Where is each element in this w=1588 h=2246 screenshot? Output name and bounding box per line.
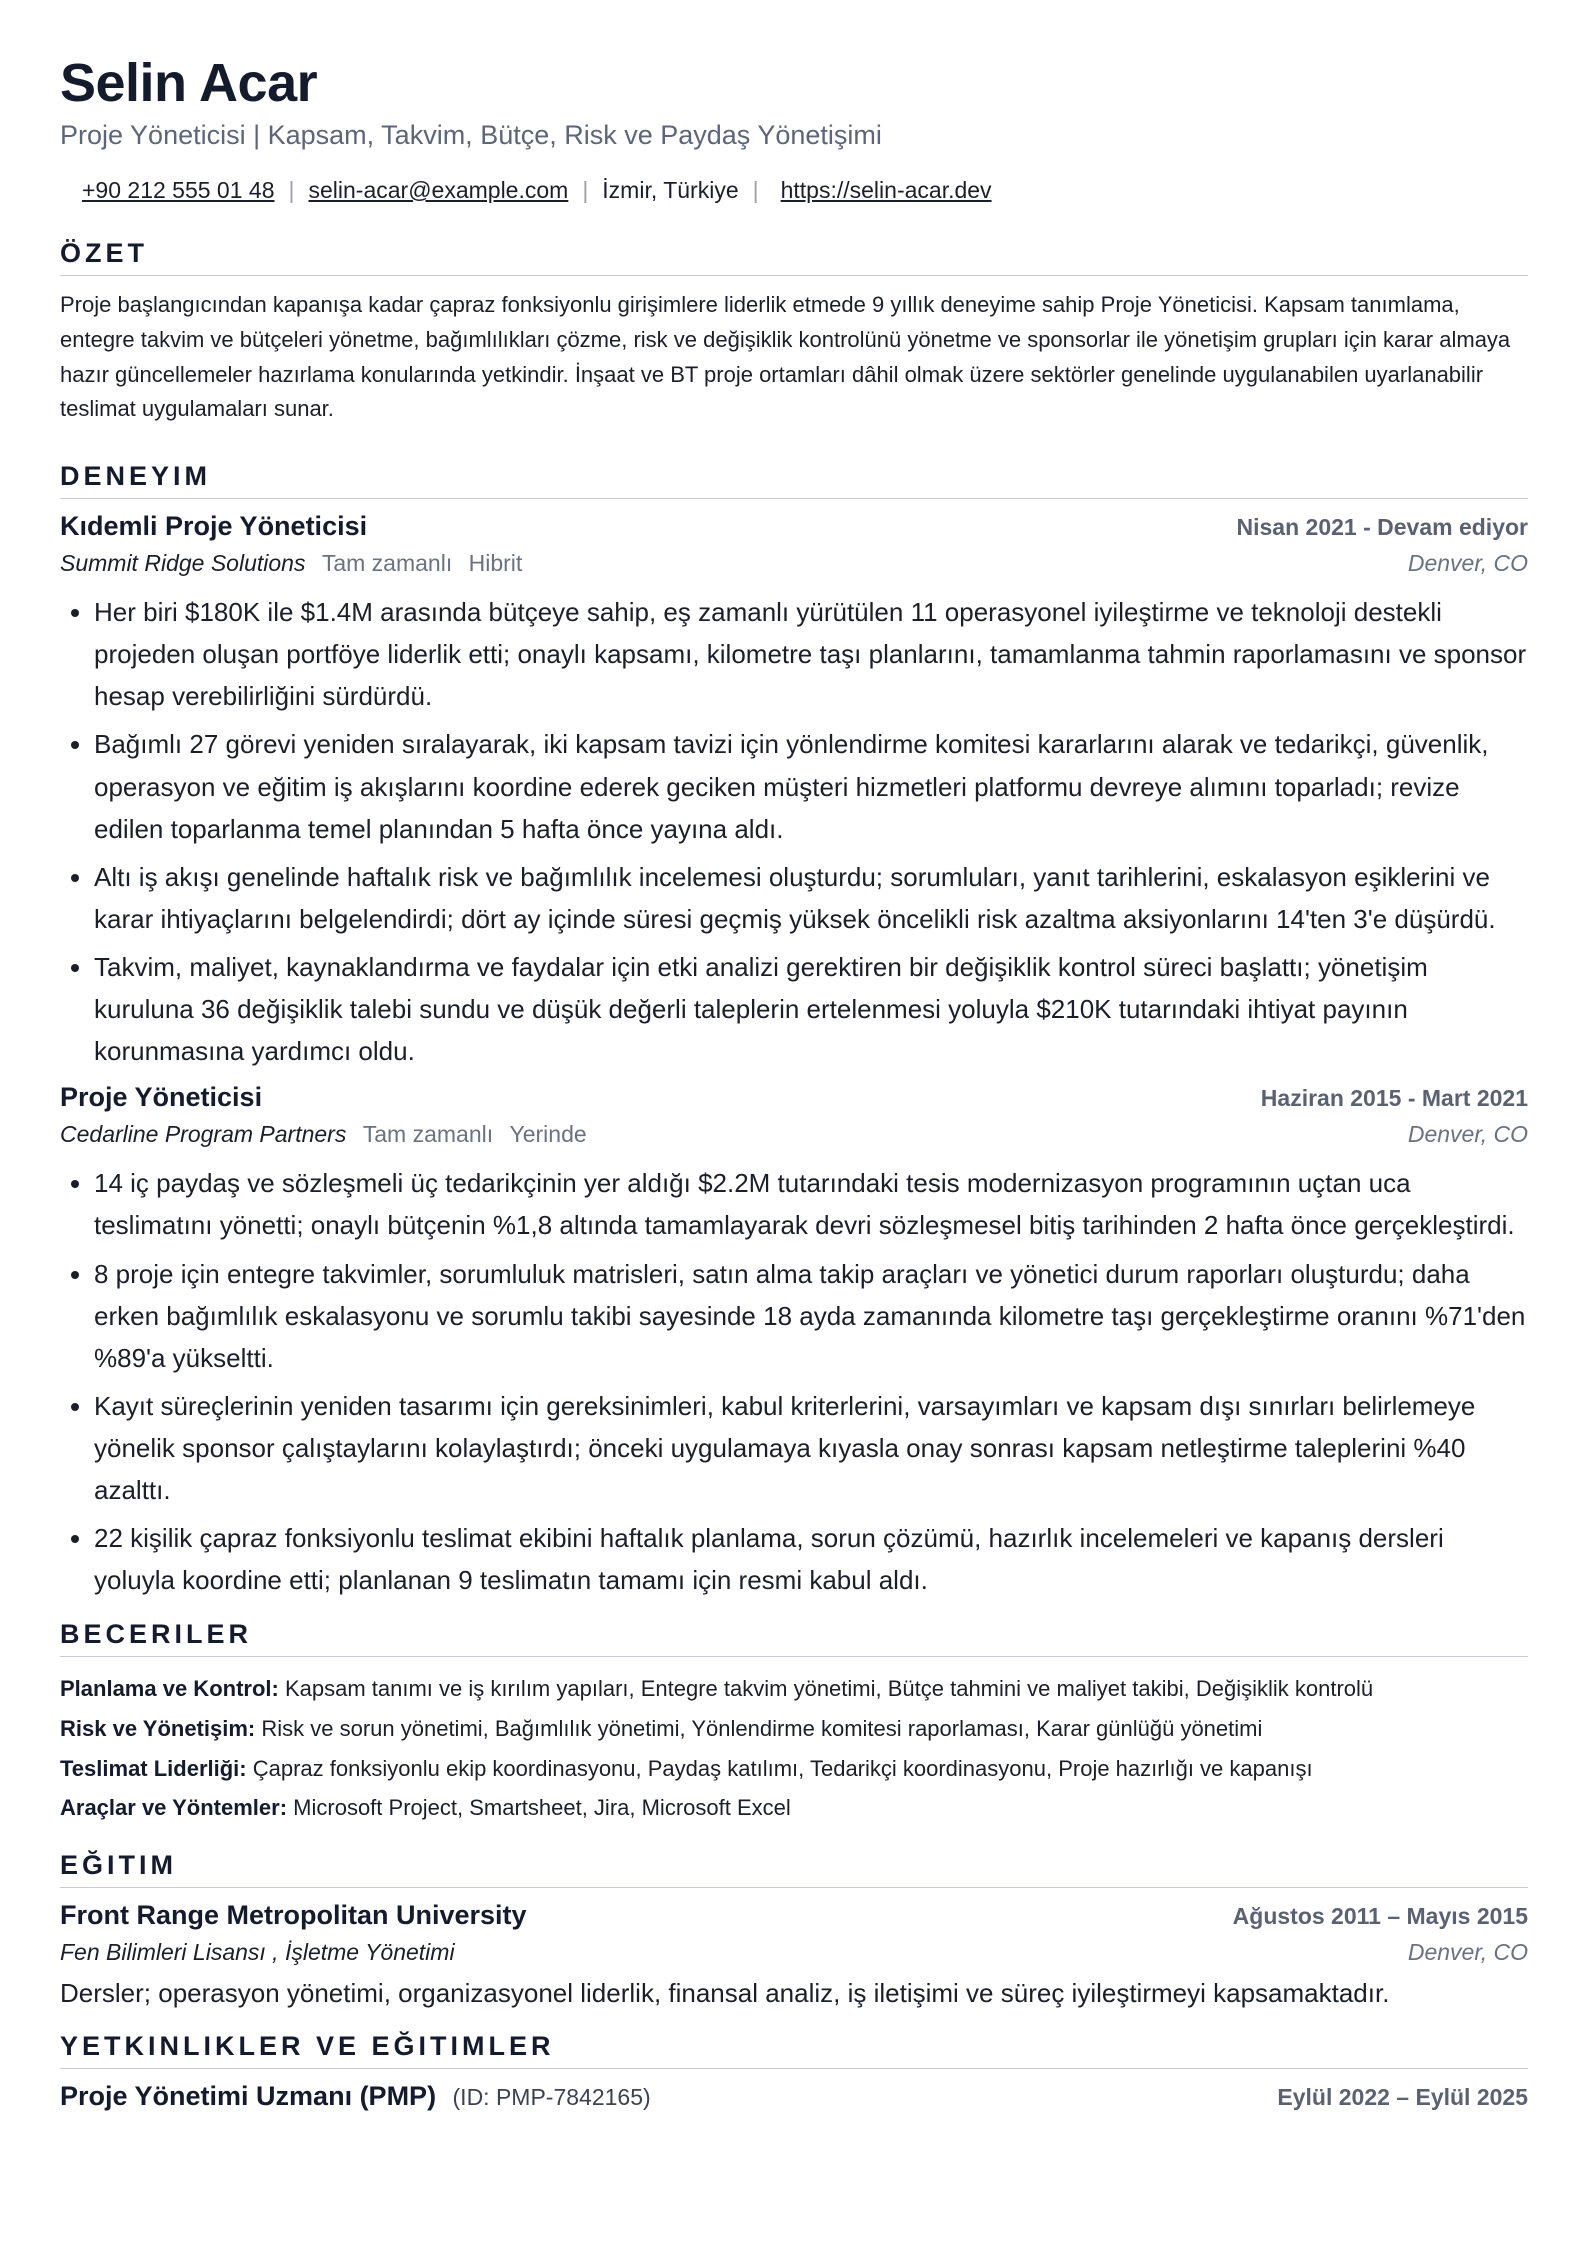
email-link[interactable]: selin-acar@example.com [308, 177, 569, 204]
experience-heading: DENEYIM [60, 461, 1528, 499]
skill-label: Risk ve Yönetişim: [60, 1715, 256, 1741]
skill-line [60, 1709, 1528, 1749]
website-link[interactable]: https://selin-acar.dev [780, 177, 992, 204]
skill-value: Çapraz fonksiyonlu ekip koordinasyonu, Paydaş katılımı, Tedarikçi koordinasyonu, Proje hazırlığı ve kapanışı [252, 1755, 1313, 1781]
skill-label: Araçlar ve Yöntemler: [60, 1795, 288, 1821]
location-text: İzmir, Türkiye [602, 177, 739, 204]
list-item: • Bağımlı 27 görevi yeniden sıralayarak, iki kapsam tavizi için yönlendirme komitesi kararlarını alarak ve tedarikçi, güvenlik, operasyon ve eğitim iş akışlarını koordine ederek geciken müşteri hizmetleri platformu devreye alımını toparladı; revize edilen toparlanma temel planından 5 hafta önce yayına aldı. [94, 723, 1528, 849]
education-heading: EĞITIM [60, 1850, 1528, 1888]
skill-line [60, 1749, 1528, 1789]
company-name: Cedarline Program Partners [60, 1121, 347, 1148]
degree-name: Fen Bilimleri Lisansı , İşletme Yönetimi [60, 1938, 455, 1965]
skills-heading: BECERILER [60, 1619, 1528, 1657]
contact-separator: | [752, 177, 759, 204]
education-location: Denver, CO [1407, 1938, 1528, 1965]
contact-separator: | [582, 177, 589, 204]
contact-row [60, 177, 1528, 204]
certification-entry [60, 2081, 1528, 2112]
summary-heading: ÖZET [60, 238, 1528, 276]
phone-link[interactable]: +90 212 555 01 48 [82, 177, 275, 204]
certification-date: Eylül 2022 – Eylül 2025 [1277, 2083, 1528, 2110]
skill-label: Planlama ve Kontrol: [60, 1676, 279, 1702]
list-item: • 8 proje için entegre takvimler, sorumluluk matrisleri, satın alma takip araçları ve yönetici durum raporları oluşturdu; daha erken bağımlılık eskalasyonu ve sorumlu takibi sayesinde 18 ayda zamanında kilometre taşı gerçekleştirme oranını %71'den %89'a yükseltti. [94, 1253, 1528, 1379]
list-item: • Her biri $180K ile $1.4M arasında bütçeye sahip, eş zamanlı yürütülen 11 operasyonel iyileştirme ve teknoloji destekli projeden oluşan portföye liderlik etti; onaylı kapsamı, kilometre taşı planlarını, tamamlanma tahmin raporlamasını ve sponsor hesap verebilirliğini sürdürdü. [94, 591, 1528, 717]
summary-text: Proje başlangıcından kapanışa kadar çapraz fonksiyonlu girişimlere liderlik etmede 9 yıllık deneyime sahip Proje Yöneticisi. Kapsam tanımlama, entegre takvim ve bütçeleri yönetme, bağımlılıkları çözme, risk ve değişiklik kontrolünü yönetme ve sponsorlar ile yönetişim grupları için karar almaya hazır güncellemeler hazırlama konularında yetkindir. İnşaat ve BT proje ortamları dâhil olmak üzere sektörler genelinde uygulanabilen uyarlanabilir teslimat uygulamaları sunar. [60, 292, 1511, 422]
list-item: • Takvim, maliyet, kaynaklandırma ve faydalar için etki analizi gerektiren bir değişiklik kontrol süreci başlattı; yönetişim kuruluna 36 değişiklik talebi sundu ve düşük değerli taleplerin ertelenmesi yoluyla $210K tutarındaki ihtiyat payının korunmasına yardımcı oldu. [94, 946, 1528, 1072]
list-item: • 14 iç paydaş ve sözleşmeli üç tedarikçinin yer aldığı $2.2M tutarındaki tesis modernizasyon programının uçtan uca teslimatını yönetti; onaylı bütçenin %1,8 altında tamamlayarak devri sözleşmesel bitiş tarihinden 2 hafta önce gerçekleştirdi. [94, 1162, 1528, 1246]
list-item: • Altı iş akışı genelinde haftalık risk ve bağımlılık incelemesi oluşturdu; sorumluları, yanıt tarihlerini, eskalasyon eşiklerini ve karar ihtiyaçlarını belgelendirdi; dört ay içinde süresi geçmiş yüksek öncelikli risk azaltma aksiyonlarını 14'ten 3'e düşürdü. [94, 856, 1528, 940]
work-mode: Hibrit [468, 550, 523, 577]
skill-value: Risk ve sorun yönetimi, Bağımlılık yönetimi, Yönlendirme komitesi raporlaması, Karar günlüğü yönetimi [261, 1715, 1263, 1741]
skill-value: Kapsam tanımı ve iş kırılım yapıları, Entegre takvim yönetimi, Bütçe tahmini ve maliyet takibi, Değişiklik kontrolü [284, 1676, 1374, 1702]
job-location: Denver, CO [1407, 1121, 1528, 1148]
employment-type: Tam zamanlı [321, 550, 453, 577]
job-location: Denver, CO [1407, 550, 1528, 577]
certifications-heading: YETKINLIKLER VE EĞITIMLER [60, 2031, 1528, 2069]
list-item: • 22 kişilik çapraz fonksiyonlu teslimat ekibini haftalık planlama, sorun çözümü, hazırlık incelemeleri ve kapanış dersleri yoluyla koordine etti; planlanan 9 teslimatın tamamı için resmi kabul aldı. [94, 1517, 1528, 1601]
job-title: Proje Yöneticisi [60, 1082, 263, 1113]
skill-line [60, 1788, 1528, 1828]
company-name: Summit Ridge Solutions [60, 550, 306, 577]
education-date: Ağustos 2011 – Mayıs 2015 [1232, 1902, 1528, 1929]
skill-label: Teslimat Liderliği: [60, 1755, 247, 1781]
education-note: Dersler; operasyon yönetimi, organizasyonel liderlik, finansal analiz, iş iletişimi ve süreç iyileştirmeyi kapsamaktadır. [60, 1977, 1390, 2008]
job-bullets [60, 1162, 1528, 1601]
candidate-headline: Proje Yöneticisi | Kapsam, Takvim, Bütçe, Risk ve Paydaş Yönetişimi [60, 120, 882, 151]
candidate-name: Selin Acar [60, 53, 318, 113]
contact-separator: | [288, 177, 295, 204]
job-entry [60, 511, 1528, 1072]
skill-value: Microsoft Project, Smartsheet, Jira, Microsoft Excel [293, 1795, 791, 1821]
work-mode: Yerinde [509, 1121, 587, 1148]
job-date: Haziran 2015 - Mart 2021 [1260, 1085, 1528, 1112]
job-entry [60, 1082, 1528, 1601]
job-title: Kıdemli Proje Yöneticisi [60, 511, 368, 542]
job-date: Nisan 2021 - Devam ediyor [1236, 514, 1528, 541]
list-item: • Kayıt süreçlerinin yeniden tasarımı için gereksinimleri, kabul kriterlerini, varsayımları ve kapsam dışı sınırları belirlemeye yönelik sponsor çalıştaylarını kolaylaştırdı; önceki uygulamaya kıyasla onay sonrası kapsam netleştirme taleplerini %40 azalttı. [94, 1385, 1528, 1511]
certification-name: Proje Yönetimi Uzmanı (PMP) [60, 2080, 437, 2111]
skill-line [60, 1669, 1528, 1709]
employment-type: Tam zamanlı [362, 1121, 494, 1148]
job-bullets [60, 591, 1528, 1072]
school-name: Front Range Metropolitan University [60, 1899, 527, 1930]
certification-id: (ID: PMP-7842165) [452, 2083, 651, 2110]
